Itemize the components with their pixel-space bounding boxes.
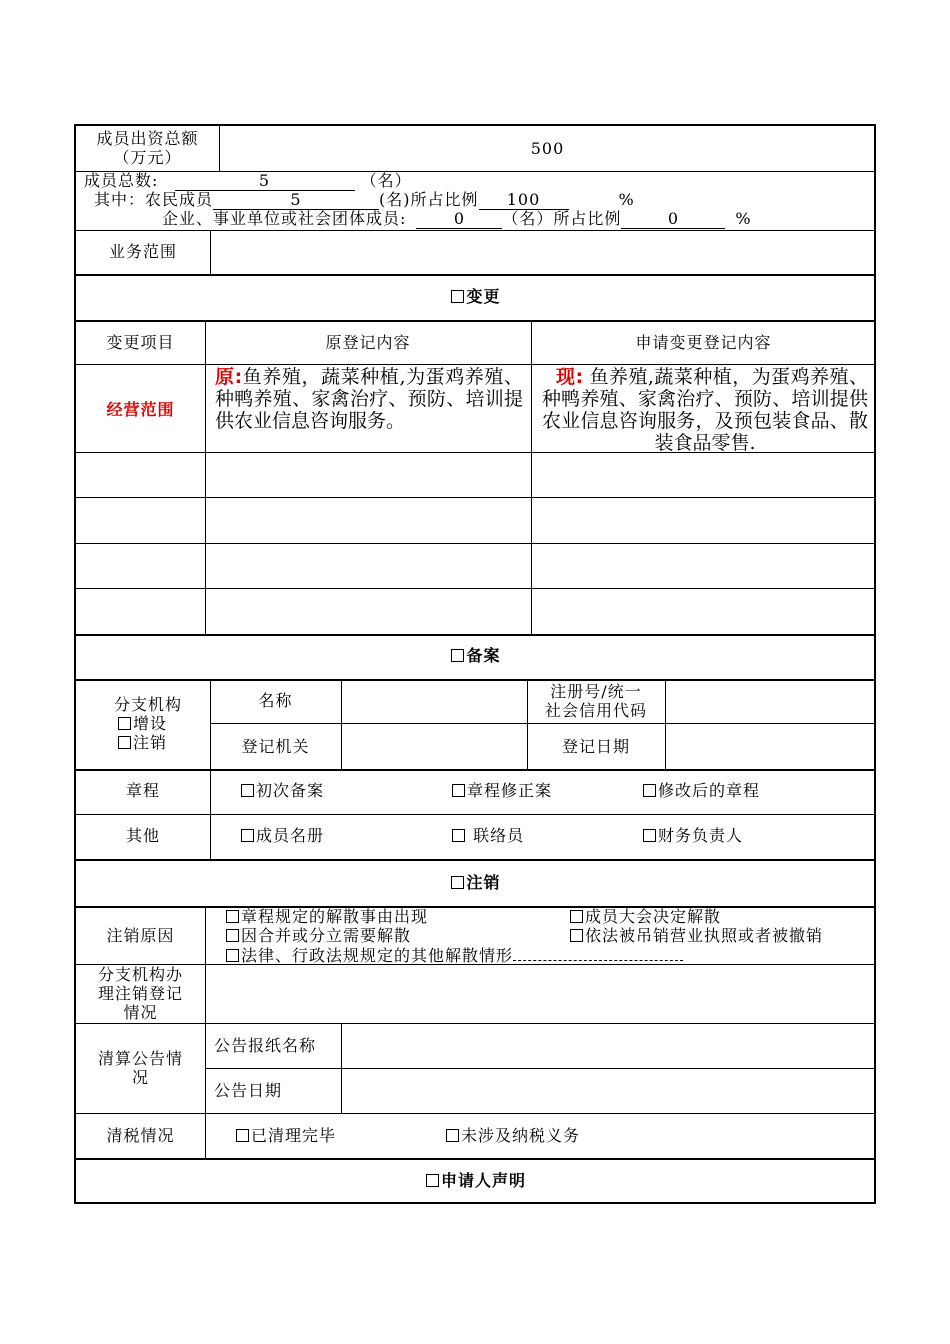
divider: [205, 1068, 876, 1069]
farmer-member-ratio[interactable]: 100: [479, 191, 569, 210]
checkbox-icon[interactable]: [241, 829, 254, 842]
percent-sign: %: [735, 209, 752, 228]
divider: [76, 1113, 874, 1114]
divider: [76, 859, 874, 861]
checkbox-icon[interactable]: [452, 784, 465, 797]
branch-add-option[interactable]: 增设: [118, 715, 167, 733]
new-content: 现: 鱼养殖,蔬菜种植，为蛋鸡养殖、种鸭养殖、家禽治疗、预防、培训提供农业信息咨询服务，及预包装食品、散装食品零售.: [542, 366, 868, 454]
cancel-section-header: 注销: [76, 874, 876, 892]
checkbox-icon[interactable]: [226, 949, 239, 962]
scope-label: 业务范围: [108, 242, 177, 261]
checkbox-icon[interactable]: [643, 784, 656, 797]
divider: [76, 543, 874, 544]
percent-sign: %: [618, 190, 635, 209]
reason-other-field[interactable]: [513, 946, 683, 961]
divider: [205, 906, 206, 1158]
divider: [76, 497, 874, 498]
divider: [76, 364, 874, 365]
divider: [76, 679, 874, 681]
divider: [76, 964, 874, 965]
farmer-member-label: 其中：农民成员: [94, 190, 214, 209]
checkbox-icon[interactable]: [643, 829, 656, 842]
org-member-value[interactable]: 0: [416, 210, 502, 229]
divider: [76, 1158, 874, 1160]
divider: [76, 452, 874, 453]
notice-label-1: 清算公告情: [97, 1049, 183, 1068]
reason-law[interactable]: 法律、行政法规规定的其他解散情形: [226, 946, 683, 965]
change-col-original: 原登记内容: [325, 333, 411, 352]
reg-no-label-2: 社会信用代码: [544, 701, 647, 720]
other-option-liaison[interactable]: 联络员: [452, 827, 524, 845]
checkbox-icon[interactable]: [452, 829, 465, 842]
cancel-reason-label: 注销原因: [106, 926, 175, 945]
notice-label-2: 况: [131, 1068, 149, 1087]
tax-option-cleared[interactable]: 已清理完毕: [236, 1127, 336, 1145]
org-member-label: 企业、事业单位或社会团体成员:: [162, 209, 407, 228]
farmer-member-line: [94, 191, 635, 210]
change-col-item: 变更项目: [106, 333, 175, 352]
checkbox-icon[interactable]: [241, 784, 254, 797]
original-content: 原:鱼养殖，蔬菜种植,为蛋鸡养殖、种鸭养殖、家禽治疗、预防、培训提供农业信息咨询服务。: [215, 366, 523, 432]
change-section-header: 变更: [76, 288, 876, 306]
divider: [76, 634, 874, 636]
checkbox-icon[interactable]: [118, 717, 131, 730]
newspaper-label: 公告报纸名称: [214, 1036, 317, 1055]
investment-value[interactable]: 500: [530, 139, 565, 158]
divider: [76, 814, 874, 815]
member-total-line: [84, 172, 412, 191]
member-total-label: 成员总数:: [84, 171, 159, 190]
branch-cancel-label-3: 情况: [123, 1003, 158, 1022]
branch-name-label: 名称: [258, 691, 293, 710]
org-member-unit: （名）所占比例: [502, 209, 622, 228]
branch-cancel-label-2: 理注销登记: [97, 984, 183, 1003]
divider: [341, 679, 342, 769]
charter-option-initial[interactable]: 初次备案: [241, 782, 324, 800]
divider: [531, 320, 532, 634]
branch-cancel-option[interactable]: 注销: [118, 734, 167, 752]
tax-label: 清税情况: [106, 1126, 175, 1145]
reason-revoked[interactable]: 依法被吊销营业执照或者被撤销: [570, 927, 823, 945]
filing-section-header: 备案: [76, 647, 876, 665]
charter-option-revised[interactable]: 修改后的章程: [643, 782, 760, 800]
reg-date-label: 登记日期: [561, 737, 630, 756]
declaration-section-header: 申请人声明: [76, 1172, 876, 1190]
reason-charter[interactable]: 章程规定的解散事由出现: [226, 908, 428, 926]
other-option-finance[interactable]: 财务负责人: [643, 827, 743, 845]
divider: [76, 1023, 874, 1024]
reason-assembly[interactable]: 成员大会决定解散: [570, 908, 721, 926]
checkbox-icon[interactable]: [426, 1174, 439, 1187]
branch-cancel-label-1: 分支机构办: [97, 965, 183, 984]
divider: [76, 588, 874, 589]
other-label: 其他: [125, 826, 160, 845]
investment-label-line2: （万元）: [113, 148, 182, 167]
notice-date-label: 公告日期: [214, 1081, 283, 1100]
reason-merger[interactable]: 因合并或分立需要解散: [226, 927, 411, 945]
org-member-line: [162, 210, 752, 229]
reg-no-label-1: 注册号/统一: [550, 682, 642, 701]
tax-option-none[interactable]: 未涉及纳税义务: [446, 1127, 580, 1145]
checkbox-icon[interactable]: [451, 876, 464, 889]
divider: [210, 723, 876, 724]
form-table: [74, 124, 876, 1204]
other-option-roster[interactable]: 成员名册: [241, 827, 324, 845]
charter-option-amendment[interactable]: 章程修正案: [452, 782, 552, 800]
divider: [665, 679, 666, 769]
charter-label: 章程: [125, 781, 160, 800]
divider: [76, 769, 874, 771]
investment-label-line1: 成员出资总额: [96, 129, 199, 148]
checkbox-icon[interactable]: [236, 1129, 249, 1142]
checkbox-icon[interactable]: [570, 910, 583, 923]
member-total-value[interactable]: 5: [175, 172, 355, 191]
checkbox-icon[interactable]: [446, 1129, 459, 1142]
change-row-item: 经营范围: [106, 400, 175, 419]
checkbox-icon[interactable]: [570, 929, 583, 942]
branch-label: 分支机构: [114, 695, 183, 714]
checkbox-icon[interactable]: [118, 736, 131, 749]
farmer-member-unit: (名)所占比例: [379, 190, 479, 209]
checkbox-icon[interactable]: [451, 290, 464, 303]
authority-label: 登记机关: [241, 737, 310, 756]
checkbox-icon[interactable]: [451, 649, 464, 662]
scope-field[interactable]: [210, 230, 876, 274]
checkbox-icon[interactable]: [226, 910, 239, 923]
org-member-ratio[interactable]: 0: [621, 210, 725, 229]
divider: [76, 274, 874, 276]
checkbox-icon[interactable]: [226, 929, 239, 942]
change-col-new: 申请变更登记内容: [635, 333, 772, 352]
divider: [76, 906, 874, 908]
member-unit: （名）: [360, 171, 412, 190]
divider: [76, 320, 874, 322]
farmer-member-value[interactable]: 5: [213, 191, 379, 210]
divider: [205, 320, 206, 634]
